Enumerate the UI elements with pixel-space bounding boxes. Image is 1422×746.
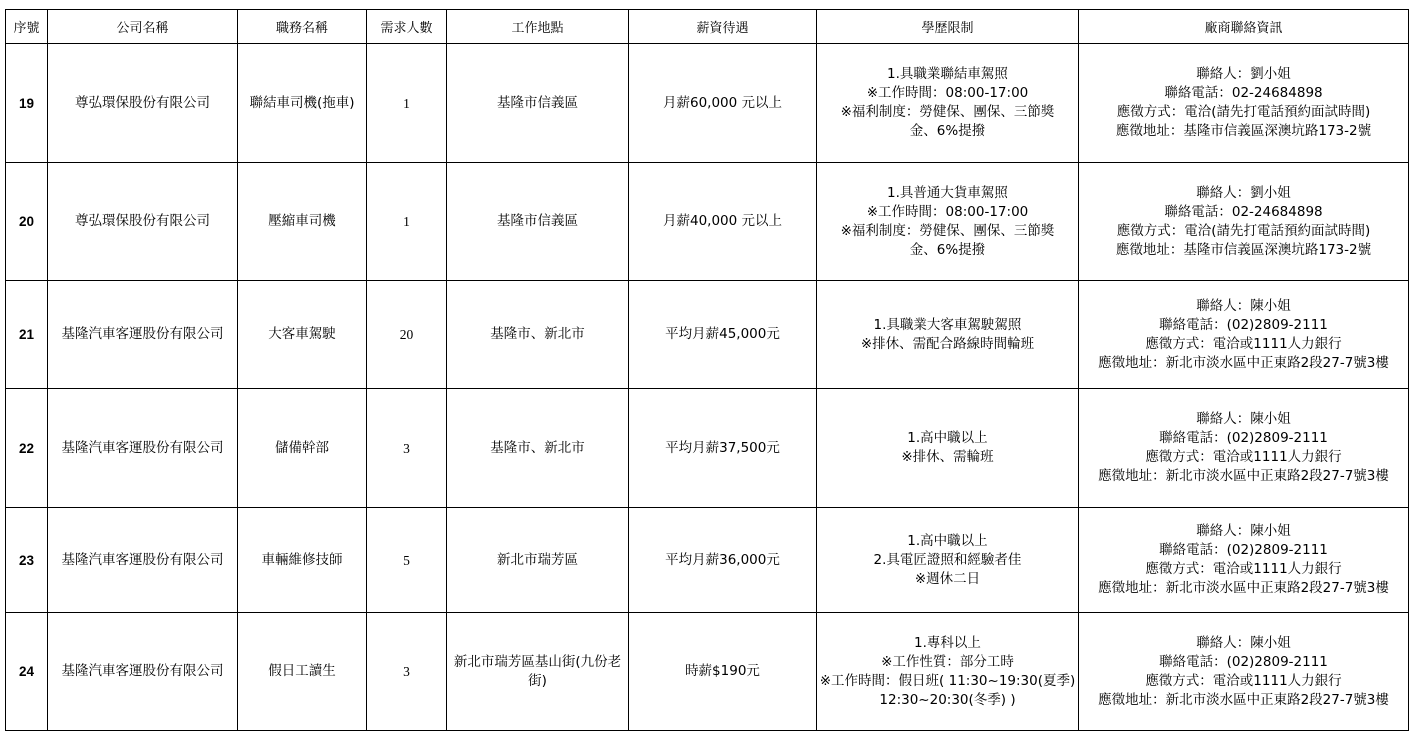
table-row	[6, 613, 1409, 731]
contact-person: 聯絡人：陳小姐	[1196, 297, 1291, 314]
edu-line: ※排休、需配合路線時間輪班	[860, 335, 1035, 352]
header-company: 公司名稱	[48, 10, 238, 44]
location-text: 基隆市信義區	[497, 213, 578, 229]
cell-location	[447, 508, 629, 613]
header-education: 學歷限制	[817, 10, 1079, 44]
contact-person: 聯絡人：劉小姐	[1196, 66, 1291, 82]
table-row	[6, 44, 1409, 163]
contact-phone: 聯絡電話：02-24684898	[1164, 85, 1323, 101]
cell-salary: 時薪$190元	[629, 613, 817, 731]
contact-address: 應徵地址：新北市淡水區中正東路2段27-7號3樓	[1098, 580, 1389, 596]
cell-salary: 月薪60,000 元以上	[629, 44, 817, 163]
cell-contact	[1079, 508, 1409, 613]
cell-count: 3	[367, 389, 447, 508]
edu-line: ※排休、需輪班	[901, 449, 994, 465]
edu-line: 1.具普通大貨車駕照	[887, 184, 1008, 201]
contact-address: 應徵地址：新北市淡水區中正東路2段27-7號3樓	[1098, 354, 1389, 371]
cell-education	[817, 613, 1079, 731]
header-location: 工作地點	[447, 10, 629, 44]
header-count: 需求人數	[367, 10, 447, 44]
contact-phone: 聯絡電話：(02)2809-2111	[1159, 316, 1328, 333]
edu-line: 1.專科以上	[914, 634, 981, 651]
cell-company: 尊弘環保股份有限公司	[48, 163, 238, 281]
edu-line: ※工作時間：假日班( 11:30~19:30(夏季)	[819, 672, 1076, 689]
contact-method: 應徵方式：電洽(請先打電話預約面試時間)	[1116, 104, 1371, 120]
cell-job: 假日工讀生	[238, 613, 367, 731]
cell-seq: 22	[6, 389, 48, 508]
cell-seq: 21	[6, 281, 48, 389]
cell-location	[447, 389, 629, 508]
contact-method: 應徵方式：電洽或1111人力銀行	[1145, 672, 1342, 689]
header-contact: 廠商聯絡資訊	[1079, 10, 1409, 44]
cell-company: 基隆汽車客運股份有限公司	[48, 281, 238, 389]
cell-count: 3	[367, 613, 447, 731]
location-text: 新北市瑞芳區基山街(九份老街)	[453, 653, 622, 689]
header-job: 職務名稱	[238, 10, 367, 44]
contact-person: 聯絡人：劉小姐	[1196, 184, 1291, 201]
cell-contact	[1079, 163, 1409, 281]
cell-salary: 平均月薪36,000元	[629, 508, 817, 613]
cell-location	[447, 613, 629, 731]
edu-line: 金、6%提撥	[909, 123, 986, 139]
cell-seq: 23	[6, 508, 48, 613]
edu-line: 金、6%提撥	[909, 241, 986, 258]
cell-education	[817, 508, 1079, 613]
cell-education	[817, 281, 1079, 389]
cell-job: 車輛維修技師	[238, 508, 367, 613]
contact-phone: 聯絡電話：(02)2809-2111	[1159, 430, 1328, 446]
contact-person: 聯絡人：陳小姐	[1196, 411, 1291, 427]
edu-line: 1.具職業聯結車駕照	[887, 66, 1008, 82]
edu-line: ※福利制度：勞健保、團保、三節獎	[840, 104, 1055, 120]
cell-contact	[1079, 281, 1409, 389]
cell-contact	[1079, 389, 1409, 508]
contact-phone: 聯絡電話：(02)2809-2111	[1159, 653, 1328, 670]
table-row	[6, 163, 1409, 281]
cell-salary: 平均月薪37,500元	[629, 389, 817, 508]
cell-salary: 平均月薪45,000元	[629, 281, 817, 389]
header-seq: 序號	[6, 10, 48, 44]
edu-line: ※工作時間：08:00-17:00	[866, 85, 1029, 101]
cell-location	[447, 281, 629, 389]
contact-method: 應徵方式：電洽或1111人力銀行	[1145, 561, 1342, 577]
edu-line: ※週休二日	[914, 570, 981, 587]
contact-address: 應徵地址：基隆市信義區深澳坑路173-2號	[1115, 241, 1372, 258]
edu-line: 1.具職業大客車駕駛駕照	[873, 316, 1022, 333]
cell-count: 5	[367, 508, 447, 613]
edu-line: ※工作時間：08:00-17:00	[866, 203, 1029, 220]
cell-seq: 20	[6, 163, 48, 281]
location-text: 新北市瑞芳區	[497, 551, 578, 568]
cell-company: 基隆汽車客運股份有限公司	[48, 508, 238, 613]
job-listing-table	[5, 9, 1409, 731]
edu-line: 12:30~20:30(冬季) )	[879, 691, 1016, 708]
cell-job: 壓縮車司機	[238, 163, 367, 281]
edu-line: ※福利制度：勞健保、團保、三節獎	[840, 222, 1055, 239]
cell-job: 大客車駕駛	[238, 281, 367, 389]
edu-line: 1.高中職以上	[907, 532, 988, 549]
contact-person: 聯絡人：陳小姐	[1196, 523, 1291, 539]
contact-method: 應徵方式：電洽(請先打電話預約面試時間)	[1116, 222, 1371, 239]
cell-count: 20	[367, 281, 447, 389]
header-salary: 薪資待遇	[629, 10, 817, 44]
location-text: 基隆市、新北市	[490, 439, 585, 456]
cell-contact	[1079, 613, 1409, 731]
table-header	[6, 10, 1409, 44]
table-row	[6, 389, 1409, 508]
edu-line: ※工作性質：部分工時	[881, 653, 1014, 670]
cell-count: 1	[367, 44, 447, 163]
table-row	[6, 281, 1409, 389]
cell-location	[447, 44, 629, 163]
contact-address: 應徵地址：新北市淡水區中正東路2段27-7號3樓	[1098, 691, 1389, 708]
edu-line: 1.高中職以上	[907, 430, 988, 446]
location-text: 基隆市信義區	[497, 94, 578, 111]
contact-phone: 聯絡電話：(02)2809-2111	[1159, 542, 1328, 558]
cell-seq: 19	[6, 44, 48, 163]
edu-line: 2.具電匠證照和經驗者佳	[873, 551, 1022, 568]
contact-address: 應徵地址：新北市淡水區中正東路2段27-7號3樓	[1098, 468, 1389, 484]
cell-count: 1	[367, 163, 447, 281]
cell-education	[817, 44, 1079, 163]
cell-location	[447, 163, 629, 281]
contact-method: 應徵方式：電洽或1111人力銀行	[1145, 449, 1342, 465]
contact-phone: 聯絡電話：02-24684898	[1164, 203, 1323, 220]
cell-company: 尊弘環保股份有限公司	[48, 44, 238, 163]
contact-address: 應徵地址：基隆市信義區深澳坑路173-2號	[1115, 123, 1372, 139]
cell-seq: 24	[6, 613, 48, 731]
cell-education	[817, 389, 1079, 508]
cell-education	[817, 163, 1079, 281]
cell-job: 聯結車司機(拖車)	[238, 44, 367, 163]
table-body	[6, 44, 1409, 731]
cell-company: 基隆汽車客運股份有限公司	[48, 389, 238, 508]
contact-person: 聯絡人：陳小姐	[1196, 634, 1291, 651]
cell-salary: 月薪40,000 元以上	[629, 163, 817, 281]
contact-method: 應徵方式：電洽或1111人力銀行	[1145, 335, 1342, 352]
cell-job: 儲備幹部	[238, 389, 367, 508]
table-row	[6, 508, 1409, 613]
cell-contact	[1079, 44, 1409, 163]
header-row	[6, 10, 1409, 44]
location-text: 基隆市、新北市	[490, 326, 585, 342]
cell-company: 基隆汽車客運股份有限公司	[48, 613, 238, 731]
